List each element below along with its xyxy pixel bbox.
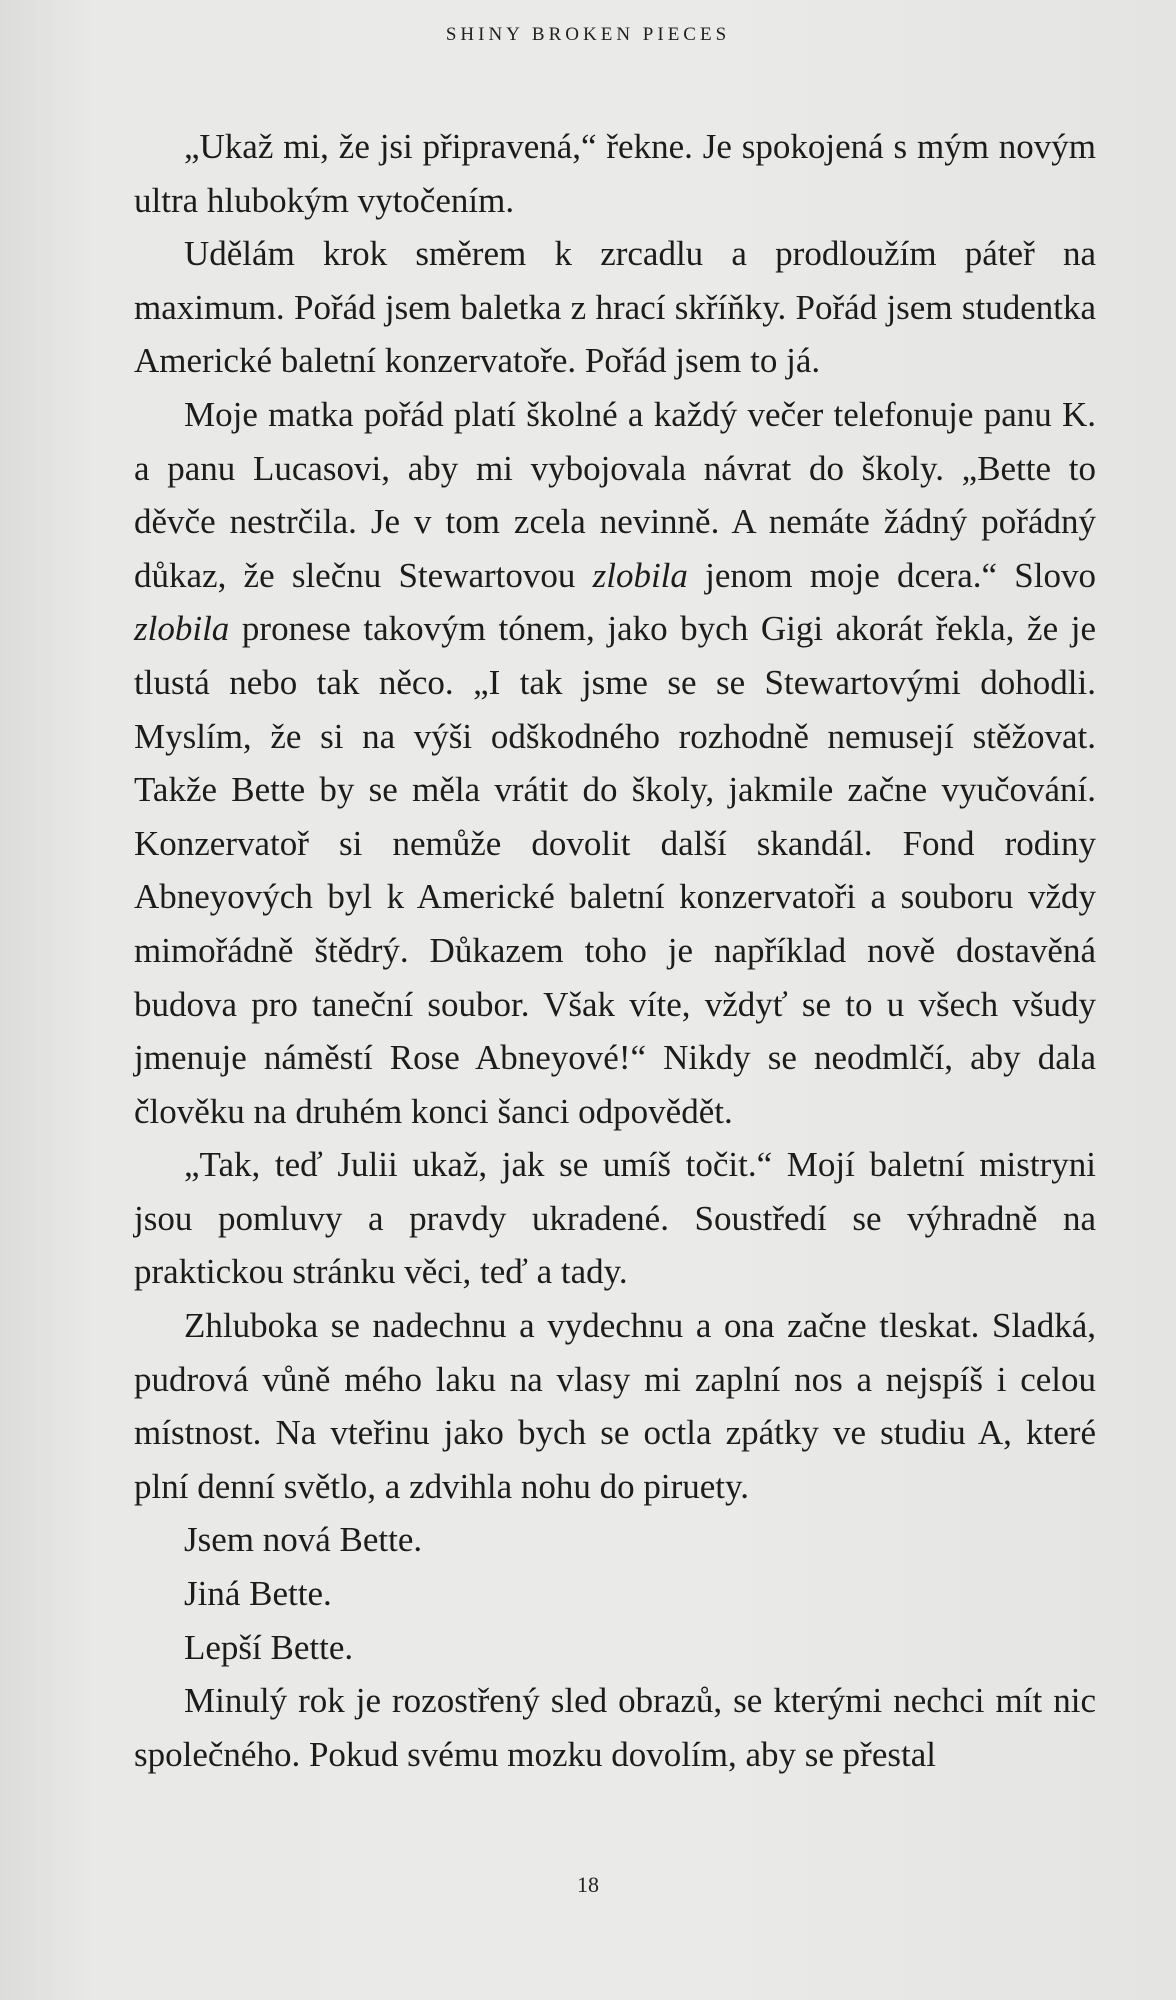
text-run: pronese takovým tónem, jako bych Gigi akorát řekla, že je tlustá nebo tak něco. „I tak jsme se se Stewartovými dohodli. Myslím, že si na výši odškodného rozhodně nemusejí stěžovat. Takže Bette by se měla vrátit do školy, jakmile začne vyučování. Konzervatoř si nemůže dovolit další skandál. Fond rodiny Abneyových byl k Americké baletní konzervatoři a souboru vždy mimořádně štědrý. Důkazem toho je například nově dostavěná budova pro taneční soubor. Však víte, vždyť se to u všech všudy jmenuje náměstí Rose Abneyové!“ Nikdy se neodmlčí, aby dala člověku na druhém konci šanci odpovědět.: [134, 609, 1096, 1131]
paragraph: [134, 1567, 1096, 1621]
text-run: Minulý rok je rozostřený sled obrazů, se kterými nechci mít nic společného. Pokud svému mozku dovolím, aby se přestal: [134, 1681, 1096, 1774]
paragraph: [134, 1138, 1096, 1299]
paragraph: [134, 388, 1096, 1138]
paragraph: [134, 1674, 1096, 1781]
text-run: „Ukaž mi, že jsi připravená,“ řekne. Je spokojená s mým novým ultra hlubokým vytočením.: [134, 127, 1096, 220]
paragraph: [134, 227, 1096, 388]
text-run: „Tak, teď Julii ukaž, jak se umíš točit.“ Mojí baletní mistryni jsou pomluvy a pravdy ukradené. Soustředí se výhradně na praktickou stránku věci, teď a tady.: [134, 1145, 1096, 1292]
text-run: Zhluboka se nadechnu a vydechnu a ona začne tleskat. Sladká, pudrová vůně mého laku na vlasy mi zaplní nos a nejspíš i celou místnost. Na vteřinu jako bych se octla zpátky ve studiu A, které plní denní světlo, a zdvihla nohu do piruety.: [134, 1306, 1096, 1506]
paragraph: [134, 120, 1096, 227]
text-run: Jiná Bette.: [184, 1574, 332, 1614]
running-head: SHINY BROKEN PIECES: [445, 24, 731, 45]
italic-text: zlobila: [592, 555, 688, 595]
text-run: Moje matka pořád platí školné a každý večer telefonuje panu K. a panu Lucasovi, aby mi vybojovala návrat do školy. „Bette to děvče nestrčila. Je v tom zcela nevinně. A nemáte žádný pořádný důkaz, že slečnu Stewartovou: [134, 394, 1096, 595]
paragraph: [134, 1513, 1096, 1567]
paragraph: [134, 1621, 1096, 1675]
body-text: [134, 120, 1096, 1781]
text-run: jenom moje dcera.“ Slovo: [687, 555, 1096, 595]
text-run: Jsem nová Bette.: [184, 1520, 423, 1560]
text-run: Udělám krok směrem k zrcadlu a prodloužím páteř na maximum. Pořád jsem baletka z hrací skříňky. Pořád jsem studentka Americké baletní konzervatoře. Pořád jsem to já.: [134, 234, 1096, 381]
text-run: Lepší Bette.: [184, 1627, 354, 1667]
italic-text: zlobila: [134, 609, 230, 649]
paragraph: [134, 1299, 1096, 1513]
page-number: 18: [577, 1872, 599, 1897]
